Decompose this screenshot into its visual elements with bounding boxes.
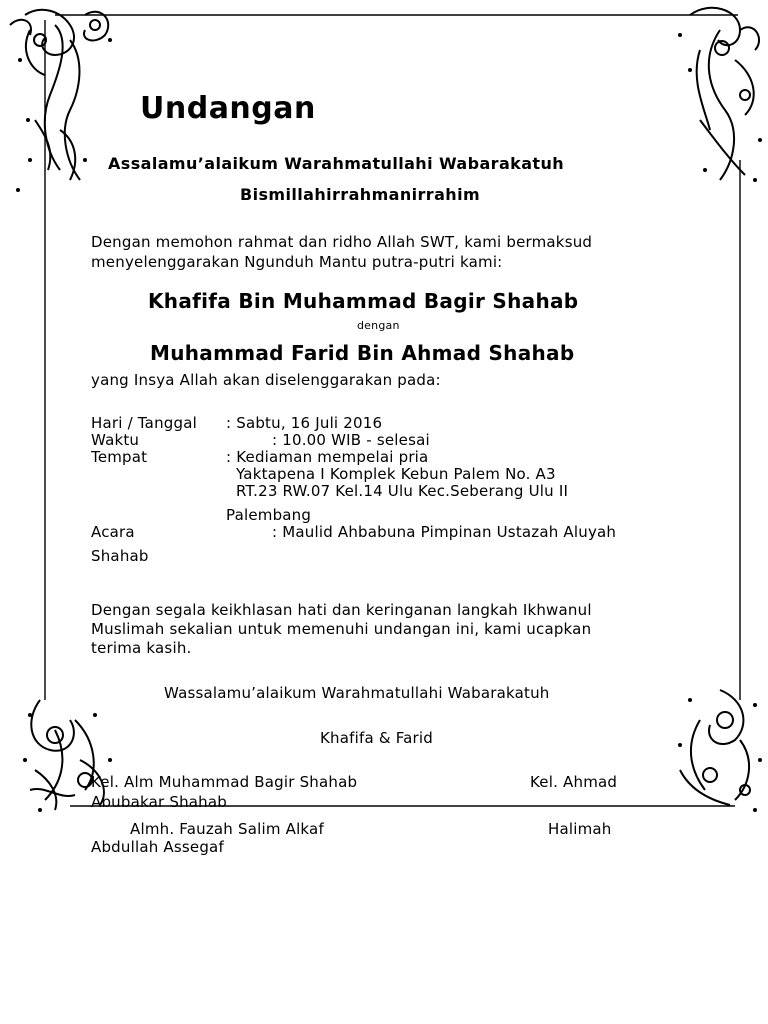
basmala: Bismillahirrahmanirrahim: [240, 185, 481, 204]
family-right-1: Kel. Ahmad: [530, 773, 618, 791]
greeting: Assalamu’alaikum Warahmatullahi Wabarakatuh: [108, 154, 565, 173]
date-label: Hari / Tanggal: [91, 414, 197, 432]
floral-ornament-top-left: [10, 10, 108, 180]
time-label: Waktu: [91, 431, 140, 449]
family-right-2: Halimah: [548, 820, 612, 838]
event-value: : Maulid Ahbabuna Pimpinan Ustazah Aluyah: [272, 523, 617, 541]
intro-line-1: Dengan memohon rahmat dan ridho Allah SWT, kami bermaksud: [91, 233, 593, 251]
event-value-cont: Shahab: [91, 547, 149, 565]
couple-signature: Khafifa & Farid: [320, 729, 433, 747]
family-left-1: Kel. Alm Muhammad Bagir Shahab: [91, 773, 358, 791]
groom-name: Muhammad Farid Bin Ahmad Shahab: [150, 341, 575, 365]
address-line-2: RT.23 RW.07 Kel.14 Ulu Kec.Seberang Ulu II: [236, 482, 569, 500]
closing-line-2: Muslimah sekalian untuk memenuhi undangan ini, kami ucapkan: [91, 620, 592, 638]
city: Palembang: [226, 506, 312, 524]
document-title: Undangan: [140, 91, 316, 126]
time-value: : 10.00 WIB - selesai: [272, 431, 430, 449]
floral-ornament-top-right: [690, 8, 759, 180]
closing-line-3: terima kasih.: [91, 639, 192, 657]
intro-line-2: menyelenggarakan Ngunduh Mantu putra-putri kami:: [91, 253, 503, 271]
place-value: : Kediaman mempelai pria: [226, 448, 429, 466]
place-label: Tempat: [91, 448, 148, 466]
event-intro: yang Insya Allah akan diselenggarakan pada:: [91, 371, 441, 389]
conjunction: dengan: [357, 319, 400, 332]
address-line-1: Yaktapena I Komplek Kebun Palem No. A3: [236, 465, 556, 483]
family-right-2-cont: Abdullah Assegaf: [91, 838, 224, 856]
bride-name: Khafifa Bin Muhammad Bagir Shahab: [148, 289, 579, 313]
date-value: : Sabtu, 16 Juli 2016: [226, 414, 383, 432]
family-left-2: Almh. Fauzah Salim Alkaf: [130, 820, 324, 838]
closing-line-1: Dengan segala keikhlasan hati dan keringanan langkah Ikhwanul: [91, 601, 592, 619]
event-label: Acara: [91, 523, 135, 541]
floral-ornament-bottom-right: [680, 690, 750, 805]
farewell: Wassalamu’alaikum Warahmatullahi Wabarakatuh: [164, 684, 550, 702]
family-right-1-cont: Abubakar Shahab: [91, 793, 227, 811]
